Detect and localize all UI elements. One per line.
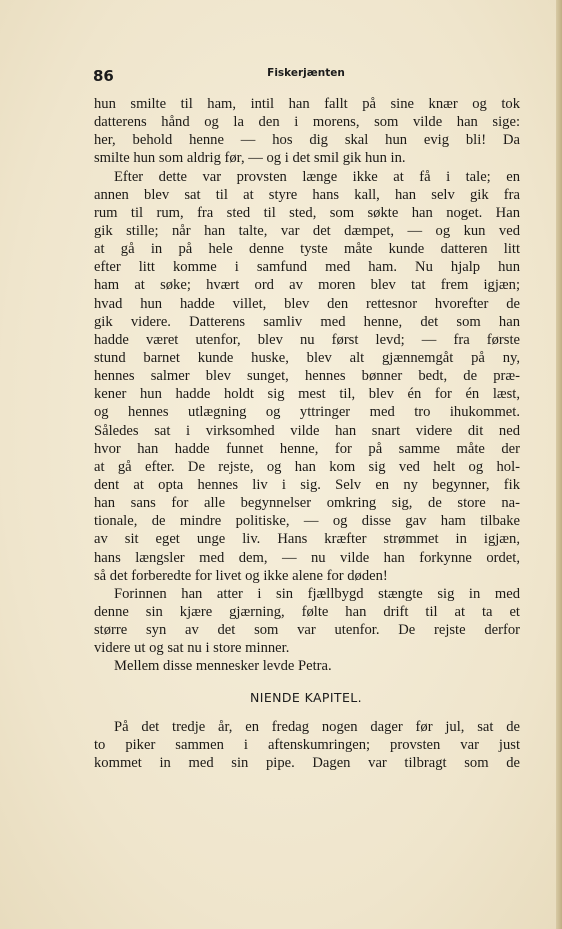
text-line: videre ut og sat nu i store minner. (94, 640, 290, 657)
text-line: her, behold henne — hos dig skal hun evig bli! Da (94, 132, 520, 149)
text-line: denne sin kjære gjærning, følte han drift til at ta et (94, 603, 520, 620)
text-line: hennes salmer blev sunget, hennes bønner bedt, de præ- (94, 368, 520, 385)
text-line: smilte hun som aldrig før, — og i det smil gik hun in. (94, 150, 406, 167)
text-line: tionale, de mindre politiske, — og disse gav ham tilbake (94, 513, 520, 530)
text-line: han sans for alle begynnelser omkring sig, de store na- (94, 495, 520, 512)
text-line: rum til rum, fra sted til sted, som søkte han noget. Han (94, 204, 520, 221)
text-line: ham at søke; hvært ord av moren blev tat frem igjæn; (94, 277, 520, 294)
text-line: Forinnen han atter i sin fjællbygd stængte sig in med (114, 585, 520, 602)
text-line: datterens hånd og la den i morens, som vilde han sige: (94, 114, 520, 131)
text-line: hvad hun hadde villet, blev den rettesnor hvorefter de (94, 295, 520, 312)
text-line: På det tredje år, en fredag nogen dager før jul, sat de (114, 719, 520, 735)
text-line: hans længsler med dem, — nu vilde han forkynne ordet, (94, 549, 520, 566)
text-line: at gå efter. De rejste, og han kom sig ved helt og hol- (94, 458, 520, 475)
text-line: stund barnet kunde huske, blev alt gjænnemgåt på ny, (94, 349, 520, 366)
text-line: annen blev sat til at styre hans kall, han selv gik fra (94, 186, 520, 203)
text-line: hadde været utenfor, blev nu først levd; — fra første (94, 331, 520, 348)
text-line: gik stille; når han talte, var det dæmpet, — og kun ved (94, 222, 520, 239)
text-line: Således sat i virksomhed vilde han snart videre dit ned (94, 422, 520, 439)
chapter-heading: NIENDE KAPITEL. (249, 690, 362, 705)
text-line: hvor han hadde funnet henne, for på samme måte der (94, 440, 520, 457)
text-line: større syn av det som var utenfor. De rejste derfor (94, 622, 520, 639)
page-edge-shadow (556, 0, 562, 929)
text-line: og hennes utlægning og yttringer med tro ihukommet. (94, 404, 520, 421)
text-line: Efter dette var provsten længe ikke at få i tale; en (114, 168, 520, 185)
text-line: Mellem disse mennesker levde Petra. (114, 658, 332, 675)
text-line: at gå in på hele denne tyste måte kunde datteren litt (94, 241, 520, 258)
text-line: efter litt komme i samfund med ham. Nu hjalp hun (94, 259, 520, 276)
text-line: to piker sammen i aftenskumringen; provsten var just (94, 737, 520, 754)
body-text (94, 95, 520, 676)
text-line: dent at opta hennes liv i sig. Selv en ny begynner, fik (94, 476, 520, 493)
chapter-body-text (94, 718, 520, 772)
text-line: så det forberedte for livet og ikke alene for døden! (94, 567, 388, 584)
text-line: av sit eget unge liv. Hans kræfter strømmet in igjæn, (94, 531, 520, 548)
text-line: gik videre. Datterens samliv med henne, det som han (94, 313, 520, 330)
text-line: kener hun hadde holdt sig mest til, blev én for én læst, (94, 386, 520, 403)
text-line: kommet in med sin pipe. Dagen var tilbragt som de (94, 755, 520, 772)
text-line: hun smilte til ham, intil han fallt på sine knær og tok (94, 96, 520, 112)
page-number: 86 (93, 67, 114, 85)
running-title: Fiskerjænten (267, 67, 345, 79)
